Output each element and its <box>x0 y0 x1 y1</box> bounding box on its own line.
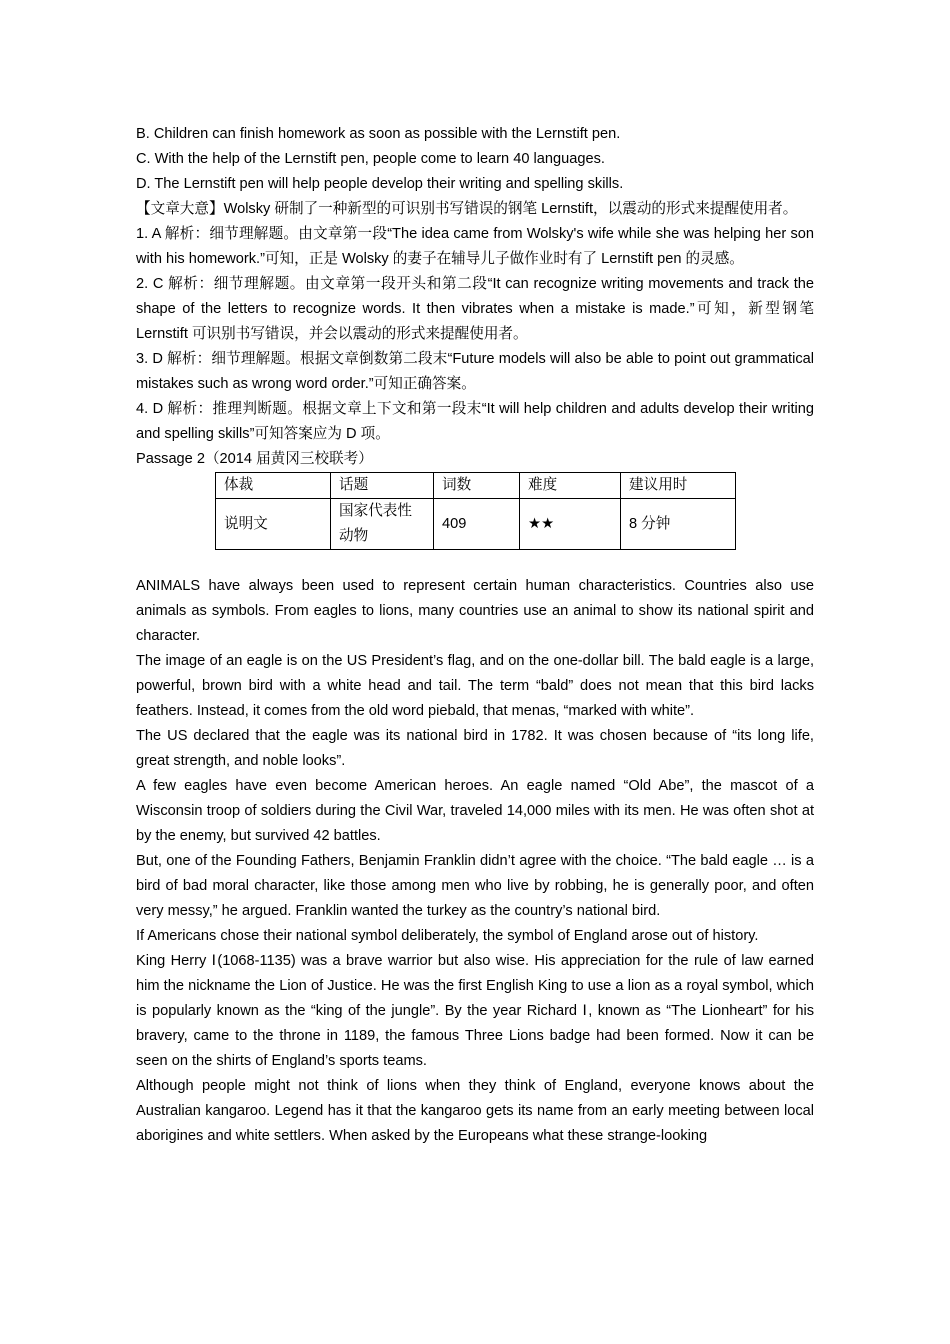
option-d: D. The Lernstift pen will help people develop their writing and spelling skills. <box>136 176 624 192</box>
table-cell-difficulty: ★★ <box>520 499 621 550</box>
passage-paragraph: But, one of the Founding Fathers, Benjamin Franklin didn’t agree with the choice. “The bald eagle … is a bird of bad moral character, like those among men who live by robbing, he is generally poor, and often very messy,” he argued. Franklin wanted the turkey as the country’s national bird. <box>136 853 814 919</box>
passage-info-table <box>215 472 736 550</box>
table-header-cell: 难度 <box>520 473 621 499</box>
option-c: C. With the help of the Lernstift pen, people come to learn 40 languages. <box>136 151 605 167</box>
table-header-cell: 建议用时 <box>621 473 736 499</box>
option-b: B. Children can finish homework as soon as possible with the Lernstift pen. <box>136 126 621 142</box>
passage-paragraph: ANIMALS have always been used to represent certain human characteristics. Countries also use animals as symbols. From eagles to lions, many countries use an animal to show its national spirit and character. <box>136 578 814 644</box>
table-header-row <box>216 473 736 499</box>
table-cell-topic: 国家代表性动物 <box>331 499 434 550</box>
table-cell-word-count: 409 <box>434 499 520 550</box>
table-header-cell: 体裁 <box>216 473 331 499</box>
table-cell-genre: 说明文 <box>216 499 331 550</box>
table-row <box>216 499 736 550</box>
passage-title: Passage 2（2014 届黄冈三校联考） <box>136 451 373 467</box>
passage-paragraph: The US declared that the eagle was its national bird in 1782. It was chosen because of “its long life, great strength, and noble looks”. <box>136 728 814 769</box>
passage-paragraph: A few eagles have even become American heroes. An eagle named “Old Abe”, the mascot of a Wisconsin troop of soldiers during the Civil War, traveled 14,000 miles with its men. He was often shot at by the enemy, but survived 42 battles. <box>136 778 814 844</box>
answer-explanation-2: 2. C 解析：细节理解题。由文章第一段开头和第二段“It can recognize writing movements and track the shape of the letters to recognize words. It then vibrates when a mistake is made.”可知，新型钢笔 Lernstift 可识别书写错误，并会以震动的形式来提醒使用者。 <box>136 276 814 342</box>
table-cell-suggested-time: 8 分钟 <box>621 499 736 550</box>
article-summary: 【文章大意】Wolsky 研制了一种新型的可识别书写错误的钢笔 Lernstift，以震动的形式来提醒使用者。 <box>136 201 798 217</box>
table-header-cell: 话题 <box>331 473 434 499</box>
answer-explanation-4: 4. D 解析：推理判断题。根据文章上下文和第一段末“It will help children and adults develop their writing and spelling skills”可知答案应为 D 项。 <box>136 401 814 442</box>
document-page <box>136 122 814 1149</box>
passage-paragraph: Although people might not think of lions when they think of England, everyone knows about the Australian kangaroo. Legend has it that the kangaroo gets its name from an early meeting between local aborigines and white settlers. When asked by the Europeans what these strange-looking <box>136 1078 814 1144</box>
passage-paragraph: The image of an eagle is on the US President’s flag, and on the one-dollar bill. The bald eagle is a large, powerful, brown bird with a white head and tail. The term “bald” does not mean that this bird lacks feathers. Instead, it comes from the old word piebald, that menas, “marked with white”. <box>136 653 814 719</box>
answer-explanation-3: 3. D 解析：细节理解题。根据文章倒数第二段末“Future models will also be able to point out grammatical mistakes such as wrong word order.”可知正确答案。 <box>136 351 814 392</box>
passage-paragraph: If Americans chose their national symbol deliberately, the symbol of England arose out of history. <box>136 928 759 944</box>
answer-explanation-1: 1. A 解析：细节理解题。由文章第一段“The idea came from Wolsky's wife while she was helping her son with his homework.”可知，正是 Wolsky 的妻子在辅导儿子做作业时有了 Lernstift pen 的灵感。 <box>136 226 814 267</box>
passage-paragraph: King Herry Ⅰ(1068-1135) was a brave warrior but also wise. His appreciation for the rule of law earned him the nickname the Lion of Justice. He was the first English King to use a lion as a royal symbol, which is popularly known as the “king of the jungle”. By the year Richard Ⅰ, known as “The Lionheart” for his bravery, came to the throne in 1189, the famous Three Lions badge had been formed. Now it can be seen on the shirts of England’s sports teams. <box>136 953 814 1069</box>
table-header-cell: 词数 <box>434 473 520 499</box>
